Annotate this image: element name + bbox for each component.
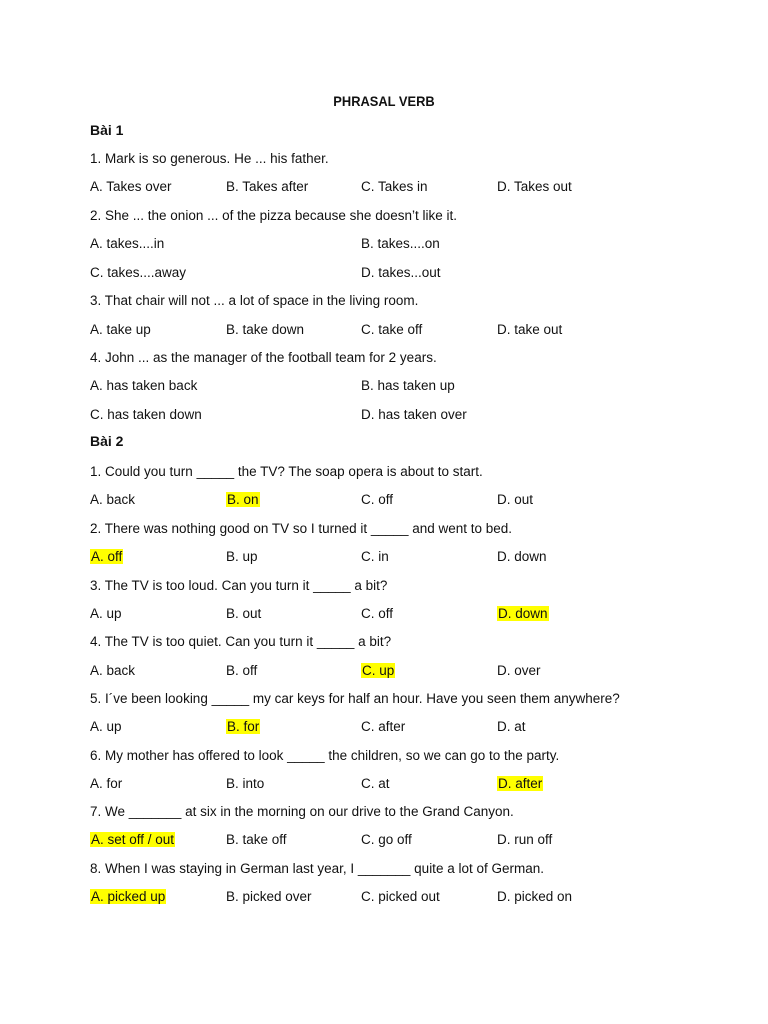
option-1-4-b: B. has taken up xyxy=(361,378,455,393)
answer-highlight: A. set off / out xyxy=(91,832,175,847)
question-2-6: 6. My mother has offered to look _____ the children, so we can go to the party. xyxy=(90,748,560,763)
answer-highlight: A. off xyxy=(91,549,123,564)
option-2-1-d: D. out xyxy=(497,492,534,507)
question-2-1: 1. Could you turn _____ the TV? The soap opera is about to start. xyxy=(90,464,483,479)
question-2-2: 2. There was nothing good on TV so I turned it _____ and went to bed. xyxy=(90,521,513,536)
option-2-2-d: D. down xyxy=(497,549,547,564)
option-1-3-b: B. take down xyxy=(226,322,305,337)
question-1-1: 1. Mark is so generous. He ... his father. xyxy=(90,151,329,166)
question-1-3: 3. That chair will not ... a lot of space in the living room. xyxy=(90,293,419,308)
option-2-4-a: A. back xyxy=(90,663,136,678)
option-2-8-c: C. picked out xyxy=(361,889,440,904)
option-2-4-d: D. over xyxy=(497,663,541,678)
option-2-7-c: C. go off xyxy=(361,832,412,847)
option-2-6-c: C. at xyxy=(361,776,390,791)
option-2-8-a-answer xyxy=(90,888,166,906)
question-2-8: 8. When I was staying in German last year, I _______ quite a lot of German. xyxy=(90,861,544,876)
answer-highlight: B. for xyxy=(227,719,260,734)
question-2-5: 5. I´ve been looking _____ my car keys for half an hour. Have you seen them anywhere? xyxy=(90,691,620,706)
option-2-2-c: C. in xyxy=(361,549,389,564)
option-2-1-b-answer xyxy=(226,491,260,509)
option-1-2-d: D. takes...out xyxy=(361,265,441,280)
option-2-2-b: B. up xyxy=(226,549,258,564)
option-2-6-d-answer xyxy=(497,775,543,793)
option-2-7-d: D. run off xyxy=(497,832,553,847)
question-2-3: 3. The TV is too loud. Can you turn it _____ a bit? xyxy=(90,578,388,593)
option-1-1-d: D. Takes out xyxy=(497,179,572,194)
answer-highlight: C. up xyxy=(362,663,395,678)
option-1-3-d: D. take out xyxy=(497,322,563,337)
option-1-2-c: C. takes....away xyxy=(90,265,187,280)
section-heading-1: Bài 1 xyxy=(90,122,124,138)
option-1-1-b: B. Takes after xyxy=(226,179,309,194)
option-1-2-b: B. takes....on xyxy=(361,236,440,251)
option-1-4-d: D. has taken over xyxy=(361,407,467,422)
document-title: PHRASAL VERB xyxy=(333,93,435,109)
option-2-4-b: B. off xyxy=(226,663,258,678)
question-2-7: 7. We _______ at six in the morning on our drive to the Grand Canyon. xyxy=(90,804,514,819)
option-1-1-c: C. Takes in xyxy=(361,179,428,194)
option-2-8-b: B. picked over xyxy=(226,889,312,904)
option-2-5-b-answer xyxy=(226,718,260,736)
question-1-4: 4. John ... as the manager of the football team for 2 years. xyxy=(90,350,437,365)
option-2-5-a: A. up xyxy=(90,719,122,734)
option-2-6-a: A. for xyxy=(90,776,123,791)
answer-highlight: B. on xyxy=(227,492,259,507)
answer-highlight: A. picked up xyxy=(91,889,166,904)
option-2-6-b: B. into xyxy=(226,776,265,791)
option-2-4-c-answer xyxy=(361,662,395,680)
option-2-5-c: C. after xyxy=(361,719,406,734)
option-1-4-c: C. has taken down xyxy=(90,407,202,422)
option-2-3-d-answer xyxy=(497,605,549,623)
option-1-3-a: A. take up xyxy=(90,322,151,337)
option-2-3-a: A. up xyxy=(90,606,122,621)
question-2-4: 4. The TV is too quiet. Can you turn it _____ a bit? xyxy=(90,634,392,649)
option-2-3-b: B. out xyxy=(226,606,262,621)
answer-highlight: D. down xyxy=(498,606,548,621)
option-2-1-a: A. back xyxy=(90,492,136,507)
option-2-7-b: B. take off xyxy=(226,832,287,847)
option-2-3-c: C. off xyxy=(361,606,394,621)
option-2-1-c: C. off xyxy=(361,492,394,507)
option-1-2-a: A. takes....in xyxy=(90,236,165,251)
option-2-8-d: D. picked on xyxy=(497,889,573,904)
answer-highlight: D. after xyxy=(498,776,543,791)
option-1-1-a: A. Takes over xyxy=(90,179,172,194)
option-1-3-c: C. take off xyxy=(361,322,423,337)
option-2-2-a-answer xyxy=(90,548,123,566)
section-heading-2: Bài 2 xyxy=(90,433,124,449)
option-2-5-d: D. at xyxy=(497,719,526,734)
question-1-2: 2. She ... the onion ... of the pizza because she doesn’t like it. xyxy=(90,208,457,223)
option-1-4-a: A. has taken back xyxy=(90,378,198,393)
option-2-7-a-answer xyxy=(90,831,175,849)
